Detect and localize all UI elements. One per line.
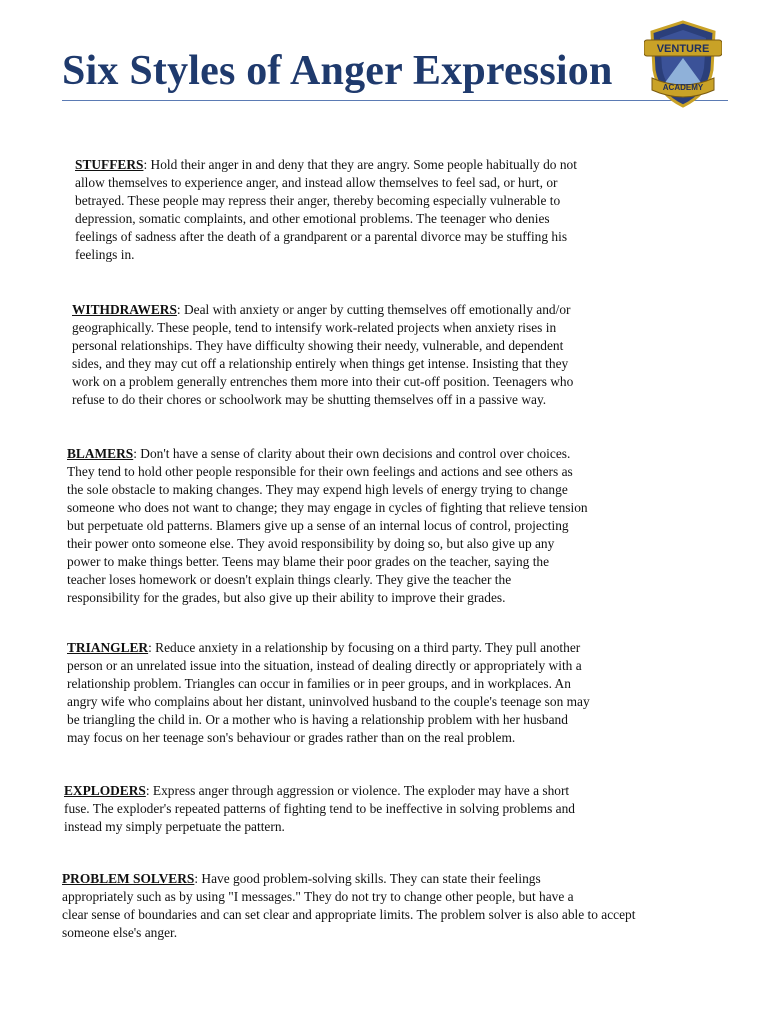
logo-bottom-text: ACADEMY [662,83,704,92]
paragraph-line: appropriately such as by using "I messages." They do not try to change other people, but have a [62,889,574,904]
paragraph-line: They tend to hold other people responsible for their own feelings and actions and see others as [67,464,573,479]
paragraph [67,445,588,607]
paragraph-line: teacher loses homework or doesn't explain things clearly. They give the teacher the [67,572,512,587]
paragraph-line: feelings of sadness after the death of a grandparent or a parental divorce may be stuffing his [75,229,568,244]
paragraph-line: allow themselves to experience anger, and instead allow themselves to feel sad, or hurt, or [75,175,558,190]
paragraph-line: be triangling the child in. Or a mother who is having a relationship problem with her husband [67,712,568,727]
paragraph-line-1: EXPLODERS: Express anger through aggression or violence. The exploder may have a short [64,783,570,798]
paragraph [75,156,577,264]
section-stuffers [75,156,577,264]
term-triangler: TRIANGLER [67,640,149,655]
paragraph [67,639,590,747]
paragraph-line: angry wife who complains about her distant, uninvolved husband to the couple's teenage son may [67,694,590,709]
paragraph-line: someone who does not want to change; they may engage in cycles of fighting that relieve tension [67,500,588,515]
section-blamers [67,445,588,607]
paragraph [64,782,575,836]
paragraph-line: may focus on her teenage son's behaviour or grades rather than on the real problem. [67,730,516,745]
paragraph-line-1: BLAMERS: Don't have a sense of clarity about their own decisions and control over choices. [67,446,571,461]
paragraph-line: clear sense of boundaries and can set clear and appropriate limits. The problem solver is also able to accept [62,907,636,922]
paragraph-line-1: TRIANGLER: Reduce anxiety in a relationship by focusing on a third party. They pull another [67,640,581,655]
paragraph-line: sides, and they may cut off a relationship entirely when things get intense. Insisting that they [72,356,569,371]
paragraph-line: the sole obstacle to making changes. They may expend high levels of energy trying to change [67,482,568,497]
paragraph-line: betrayed. These people may repress their anger, thereby becoming especially vulnerable to [75,193,561,208]
section-exploders [64,782,575,836]
paragraph-line: their power onto someone else. They avoid responsibility by doing so, but also give up any [67,536,555,551]
paragraph-line: instead my simply perpetuate the pattern. [64,819,285,834]
paragraph-line-1: PROBLEM SOLVERS: Have good problem-solving skills. They can state their feelings [62,871,541,886]
term-withdrawers: WITHDRAWERS [72,302,177,317]
paragraph [62,870,635,942]
term-blamers: BLAMERS [67,446,134,461]
paragraph-line: depression, somatic complaints, and other emotional problems. The teenager who denies [75,211,550,226]
paragraph-line-1: WITHDRAWERS: Deal with anxiety or anger by cutting themselves off emotionally and/or [72,302,571,317]
logo-top-text: VENTURE [656,43,710,55]
paragraph-line: person or an unrelated issue into the situation, instead of dealing directly or appropriately with a [67,658,582,673]
paragraph-line-1: STUFFERS: Hold their anger in and deny that they are angry. Some people habitually do not [75,157,577,172]
paragraph-line: power to make things better. Teens may blame their poor grades on the teacher, saying the [67,554,550,569]
section-withdrawers [72,301,573,409]
term-problem-solvers: PROBLEM SOLVERS [62,871,195,886]
paragraph-line: fuse. The exploder's repeated patterns of fighting tend to be ineffective in solving problems and [64,801,575,816]
paragraph-line: refuse to do their chores or schoolwork may be shutting themselves off in a passive way. [72,392,547,407]
paragraph-line: someone else's anger. [62,925,178,940]
paragraph-line: geographically. These people, tend to intensify work-related projects when anxiety rises in [72,320,557,335]
paragraph-line: but perpetuate old patterns. Blamers give up a sense of an internal locus of control, projecting [67,518,569,533]
paragraph-line: feelings in. [75,247,135,262]
term-stuffers: STUFFERS [75,157,144,172]
term-exploders: EXPLODERS [64,783,146,798]
paragraph-line: responsibility for the grades, but also give up their ability to improve their grades. [67,590,506,605]
venture-academy-logo [644,18,722,110]
paragraph [72,301,573,409]
page-title: Six Styles of Anger Expression [62,48,613,94]
title-underline [62,100,728,101]
section-problem-solvers [62,870,635,942]
paragraph-line: personal relationships. They have difficulty showing their needy, vulnerable, and dependent [72,338,564,353]
paragraph-line: work on a problem generally entrenches them more into their cut-off position. Teenagers who [72,374,574,389]
section-triangler [67,639,590,747]
paragraph-line: relationship problem. Triangles can occur in families or in peer groups, and in workplaces. An [67,676,571,691]
